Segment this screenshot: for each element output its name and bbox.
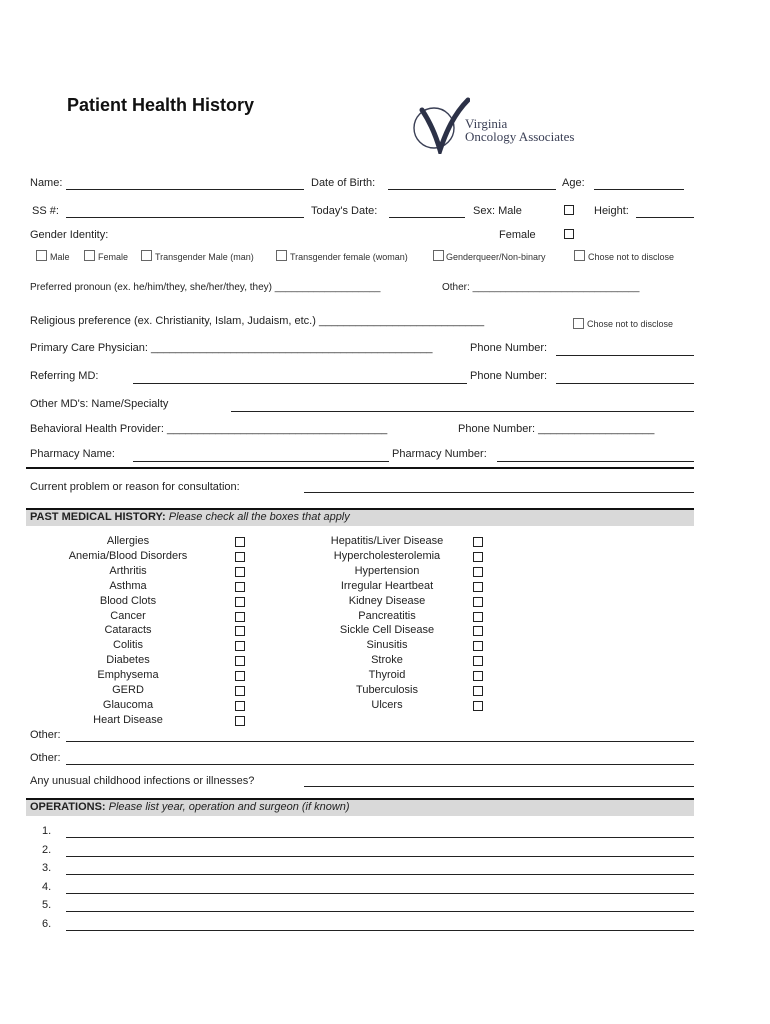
pmh-section-header — [26, 508, 694, 526]
pmh-condition-label: Kidney Disease — [348, 594, 426, 607]
gender-nonbinary-checkbox[interactable] — [433, 250, 444, 261]
pmh-condition-checkbox[interactable] — [473, 567, 483, 577]
pmh-condition-checkbox[interactable] — [473, 671, 483, 681]
other-mds-label: Other MD's: Name/Specialty — [30, 398, 169, 410]
pmh-condition-checkbox[interactable] — [235, 641, 245, 651]
pmh-condition-label: Allergies — [106, 535, 150, 547]
pmh-condition-checkbox[interactable] — [235, 567, 245, 577]
sex-male-checkbox[interactable] — [564, 205, 574, 215]
height-label: Height: — [594, 205, 629, 217]
pmh-condition-checkbox[interactable] — [473, 612, 483, 622]
pmh-condition-label: Diabetes — [106, 654, 150, 667]
pmh-condition-label: Colitis — [113, 639, 143, 652]
pronoun-other-label: Other: ______________________________ — [442, 282, 640, 293]
other-mds-field[interactable] — [231, 411, 694, 412]
logo — [410, 96, 590, 154]
pmh-condition-label: Anemia/Blood Disorders — [68, 549, 188, 562]
operation-field[interactable] — [66, 911, 694, 912]
gender-female-checkbox[interactable] — [84, 250, 95, 261]
pmh-condition-checkbox[interactable] — [235, 626, 245, 636]
pronoun-label: Preferred pronoun (ex. he/him/they, she/her/they, they) ___________________ — [30, 282, 381, 293]
referring-field[interactable] — [133, 383, 467, 384]
pcp-phone-label: Phone Number: — [470, 342, 548, 354]
pmh-condition-label: Emphysema — [97, 669, 159, 682]
dob-field[interactable] — [388, 189, 556, 190]
childhood-field[interactable] — [304, 786, 694, 787]
page-title: Patient Health History — [67, 95, 255, 115]
pmh-condition-checkbox[interactable] — [235, 716, 245, 726]
referring-phone-label: Phone Number: — [470, 370, 548, 382]
pmh-condition-checkbox[interactable] — [235, 656, 245, 666]
ss-label: SS #: — [32, 205, 59, 217]
pmh-condition-checkbox[interactable] — [473, 582, 483, 592]
sex-male-label: Sex: Male — [473, 205, 522, 217]
pmh-other1-label: Other: — [30, 729, 61, 741]
pmh-condition-checkbox[interactable] — [473, 686, 483, 696]
today-label: Today's Date: — [311, 205, 378, 217]
operation-number: 5. — [42, 899, 52, 911]
pmh-condition-label: Glaucoma — [102, 698, 154, 711]
age-label: Age: — [562, 177, 585, 189]
operation-number: 3. — [42, 862, 52, 874]
current-problem-label: Current problem or reason for consultation: — [30, 481, 240, 493]
today-field[interactable] — [389, 217, 465, 218]
operations-instruction: Please list year, operation and surgeon (if known) — [108, 801, 350, 813]
childhood-label: Any unusual childhood infections or illnesses? — [30, 775, 255, 787]
gender-trans-female-label: Transgender female (woman) — [290, 252, 408, 262]
operation-field[interactable] — [66, 893, 694, 894]
pharmacy-number-field[interactable] — [497, 461, 694, 462]
ss-field[interactable] — [66, 217, 304, 218]
pmh-condition-label: Blood Clots — [99, 594, 157, 607]
pmh-condition-label: Sickle Cell Disease — [339, 624, 435, 637]
pmh-condition-label: Tuberculosis — [356, 684, 418, 696]
pmh-instruction: Please check all the boxes that apply — [168, 511, 350, 523]
operations-section-header — [26, 798, 694, 816]
pmh-condition-checkbox[interactable] — [473, 552, 483, 562]
pmh-condition-checkbox[interactable] — [473, 701, 483, 711]
operation-field[interactable] — [66, 837, 694, 838]
age-field[interactable] — [594, 189, 684, 190]
pmh-condition-checkbox[interactable] — [473, 597, 483, 607]
dob-label: Date of Birth: — [311, 177, 376, 189]
current-problem-field[interactable] — [304, 492, 694, 493]
referring-label: Referring MD: — [30, 370, 99, 382]
pmh-condition-checkbox[interactable] — [235, 686, 245, 696]
gender-trans-male-checkbox[interactable] — [141, 250, 152, 261]
operation-field[interactable] — [66, 856, 694, 857]
pcp-label: Primary Care Physician: ______________________________________________ — [30, 342, 433, 354]
pmh-other2-field[interactable] — [66, 764, 694, 765]
sex-female-checkbox[interactable] — [564, 229, 574, 239]
pmh-condition-label: Irregular Heartbeat — [340, 579, 434, 592]
pmh-condition-label: Arthritis — [109, 564, 147, 577]
pmh-condition-checkbox[interactable] — [235, 701, 245, 711]
pmh-condition-label: Heart Disease — [93, 713, 163, 726]
pmh-condition-label: Hepatitis/Liver Disease — [330, 535, 444, 547]
pmh-condition-checkbox[interactable] — [473, 537, 483, 547]
religion-not-disclose-label: Chose not to disclose — [587, 319, 674, 329]
pmh-condition-checkbox[interactable] — [235, 582, 245, 592]
logo-text-line2: Oncology Associates — [465, 129, 575, 144]
name-field[interactable] — [66, 189, 304, 190]
gender-trans-female-checkbox[interactable] — [276, 250, 287, 261]
pmh-condition-checkbox[interactable] — [235, 552, 245, 562]
name-label: Name: — [30, 177, 63, 189]
pharmacy-number-label: Pharmacy Number: — [392, 448, 487, 460]
operation-field[interactable] — [66, 874, 694, 875]
pcp-phone-field[interactable] — [556, 355, 694, 356]
pmh-condition-label: Pancreatitis — [358, 609, 416, 622]
religion-label: Religious preference (ex. Christianity, Islam, Judaism, etc.) ___________________________ — [30, 315, 485, 327]
pmh-condition-label: Hypercholesterolemia — [333, 549, 441, 562]
pmh-title: PAST MEDICAL HISTORY: — [30, 511, 166, 523]
gender-identity-label: Gender Identity: — [30, 229, 109, 241]
religion-not-disclose-checkbox[interactable] — [573, 318, 584, 329]
operation-number: 6. — [42, 917, 52, 930]
gender-not-disclose-label: Chose not to disclose — [588, 252, 675, 262]
pharmacy-field[interactable] — [133, 461, 389, 462]
pmh-condition-label: Thyroid — [368, 669, 406, 682]
pmh-condition-label: Asthma — [109, 579, 147, 592]
height-field[interactable] — [636, 217, 694, 218]
operations-title: OPERATIONS: — [30, 801, 106, 813]
pmh-condition-label: Cancer — [110, 609, 146, 622]
pmh-condition-label: Sinusitis — [366, 639, 408, 652]
pmh-condition-checkbox[interactable] — [473, 641, 483, 651]
gender-not-disclose-checkbox[interactable] — [574, 250, 585, 261]
pmh-condition-label: Stroke — [371, 654, 403, 667]
sex-female-label: Female — [499, 229, 536, 241]
pmh-condition-checkbox[interactable] — [235, 537, 245, 547]
behavioral-label: Behavioral Health Provider: ____________________________________ — [30, 423, 388, 435]
pmh-condition-label: Ulcers — [371, 698, 403, 711]
pmh-condition-checkbox[interactable] — [235, 597, 245, 607]
pmh-condition-label: Hypertension — [354, 564, 420, 577]
divider — [26, 467, 694, 469]
pharmacy-label: Pharmacy Name: — [30, 448, 115, 460]
pmh-condition-checkbox[interactable] — [473, 626, 483, 636]
pmh-condition-checkbox[interactable] — [235, 612, 245, 622]
gender-nonbinary-label: Genderqueer/Non-binary — [446, 252, 546, 262]
pmh-condition-label: Cataracts — [104, 624, 152, 637]
operation-number: 2. — [42, 843, 52, 856]
gender-male-checkbox[interactable] — [36, 250, 47, 261]
operation-number: 1. — [42, 825, 52, 837]
gender-trans-male-label: Transgender Male (man) — [155, 252, 254, 262]
pmh-condition-checkbox[interactable] — [235, 671, 245, 681]
pmh-condition-checkbox[interactable] — [473, 656, 483, 666]
operation-number: 4. — [42, 880, 52, 893]
referring-phone-field[interactable] — [556, 383, 694, 384]
pmh-condition-label: GERD — [112, 684, 144, 696]
gender-male-label: Male — [50, 252, 70, 262]
gender-female-label: Female — [98, 252, 129, 262]
pmh-other1-field[interactable] — [66, 741, 694, 742]
logo-mark-icon — [410, 96, 470, 154]
behavioral-phone-label: Phone Number: ___________________ — [458, 423, 655, 435]
operation-field[interactable] — [66, 930, 694, 931]
pmh-other2-label: Other: — [30, 752, 61, 764]
logo-text-line1: Virginia — [465, 116, 508, 131]
